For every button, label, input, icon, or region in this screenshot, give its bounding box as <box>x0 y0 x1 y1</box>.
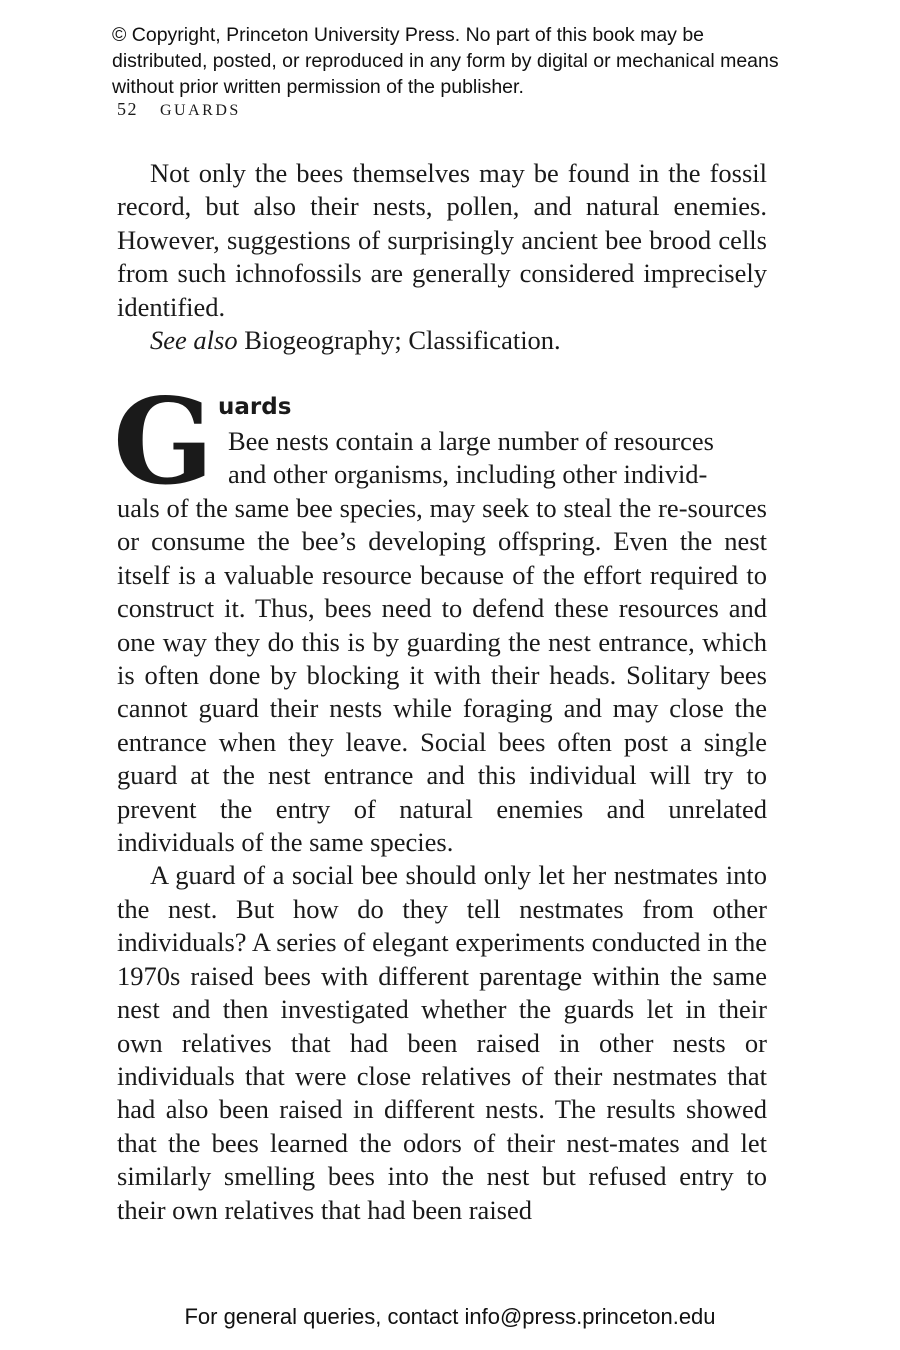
intro-paragraph: Not only the bees themselves may be found in the fossil record, but also their nests, pollen, and natural enemies. However, suggestions of surprisingly ancient bee brood cells from such ichnofossils are generally considered imprecisely identified. <box>117 158 767 322</box>
running-head <box>117 99 241 120</box>
entry-paragraph-2: A guard of a social bee should only let her nestmates into the nest. But how do they tell nestmates from other individuals? A series of elegant experiments conducted in the 1970s raised bees with different parentage within the same nest and then investigated whether the guards let in their own relatives that had been raised in other nests or individuals that were close relatives of their nestmates that had also been raised in different nests. The results showed that the bees learned the odors of their nest-mates and let similarly smelling bees into the nest but refused entry to their own relatives that had been raised <box>117 860 767 1225</box>
entry-opening-lines <box>228 425 766 492</box>
entry-heading: uards <box>218 394 292 420</box>
intro-section <box>117 157 767 357</box>
see-also-label: See also <box>150 325 238 356</box>
entry-paragraph-1: uals of the same bee species, may seek to steal the re-sources or consume the bee’s developing offspring. Even the nest itself is a valuable resource because of the effort required to construct it. Thus, bees need to defend these resources and one way they do this is by guarding the nest entrance, which is often done by blocking it with their heads. Solitary bees cannot guard their nests while foraging and may close the entrance when they leave. Social bees often post a single guard at the nest entrance and this individual will try to prevent the entry of natural enemies and unrelated individuals of the same species. <box>117 493 767 858</box>
see-also-references: Biogeography; Classification. <box>237 325 561 356</box>
page-number: 52 <box>117 99 138 119</box>
section-title: GUARDS <box>160 102 241 119</box>
see-also-line <box>117 324 767 357</box>
opening-line-1: Bee nests contain a large number of resources <box>228 426 714 456</box>
contact-footer: For general queries, contact info@press.princeton.edu <box>184 1304 716 1329</box>
opening-line-2: and other organisms, including other individ- <box>228 459 708 490</box>
copyright-notice: © Copyright, Princeton University Press. No part of this book may be distributed, posted, or reproduced in any form by digital or mechanical means without prior written permission of the publisher. <box>112 24 779 98</box>
drop-cap-letter: G <box>113 372 212 511</box>
entry-body <box>117 492 767 1227</box>
